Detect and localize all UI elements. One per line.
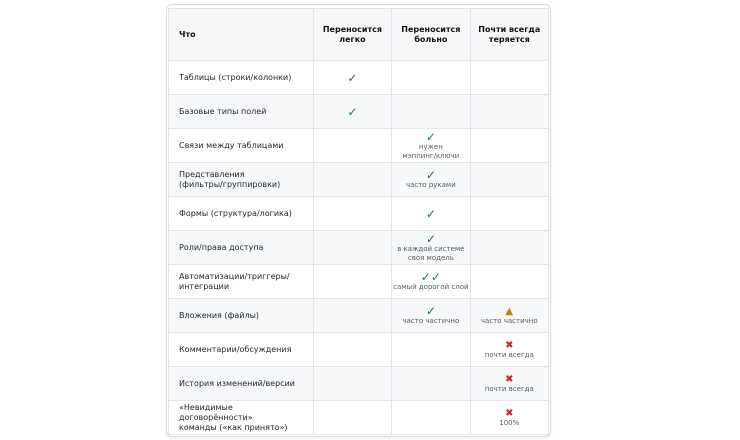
cell-painful bbox=[392, 265, 470, 299]
cell-painful bbox=[392, 299, 470, 333]
cross-icon: ✖ bbox=[505, 407, 514, 419]
cell-easy bbox=[313, 95, 391, 129]
row-label: Вложения (файлы) bbox=[169, 299, 314, 333]
cell-note: часто частично bbox=[402, 317, 460, 325]
check-icon: ✓ bbox=[425, 168, 436, 182]
cell-easy bbox=[313, 367, 391, 401]
row-label: «Невидимые договорённости» команды («как принято») bbox=[169, 401, 314, 435]
cell-note: самый дорогой слой bbox=[393, 283, 469, 291]
table-row bbox=[169, 401, 549, 435]
table-row bbox=[169, 61, 549, 95]
cell-painful bbox=[392, 95, 470, 129]
cell-painful bbox=[392, 401, 470, 435]
row-label: Автоматизации/триггеры/ интеграции bbox=[169, 265, 314, 299]
row-label: Формы (структура/логика) bbox=[169, 197, 314, 231]
cell-note: нужен мэппинг/ключи bbox=[402, 142, 460, 160]
cell-easy bbox=[313, 299, 391, 333]
table-row bbox=[169, 231, 549, 265]
table-row bbox=[169, 163, 549, 197]
check-icon: ✓ bbox=[425, 206, 436, 221]
row-label: Таблицы (строки/колонки) bbox=[169, 61, 314, 95]
cell-painful bbox=[392, 197, 470, 231]
cell-easy bbox=[313, 231, 391, 265]
cell-note: часто частично bbox=[480, 316, 538, 325]
cell-lost bbox=[470, 61, 548, 95]
cross-icon: ✖ bbox=[505, 373, 514, 385]
cell-lost bbox=[470, 401, 548, 435]
cell-lost bbox=[470, 367, 548, 401]
table-row bbox=[169, 95, 549, 129]
cell-lost bbox=[470, 129, 548, 163]
row-label: История изменений/версии bbox=[169, 367, 314, 401]
cell-lost bbox=[470, 299, 548, 333]
cell-note: почти всегда bbox=[484, 350, 534, 359]
header-lost: Почти всегда теряется bbox=[470, 9, 548, 61]
table-row bbox=[169, 367, 549, 401]
check-icon: ✓ bbox=[425, 129, 436, 144]
check-icon: ✓✓ bbox=[420, 270, 441, 284]
cell-easy bbox=[313, 265, 391, 299]
row-label: Связи между таблицами bbox=[169, 129, 314, 163]
cell-note: 100% bbox=[499, 418, 520, 427]
row-label: Представления (фильтры/группировки) bbox=[169, 163, 314, 197]
cell-painful bbox=[392, 333, 470, 367]
table-row bbox=[169, 129, 549, 163]
cell-painful bbox=[392, 367, 470, 401]
table-row bbox=[169, 333, 549, 367]
cell-easy bbox=[313, 401, 391, 435]
header-easy: Переносится легко bbox=[313, 9, 391, 61]
migration-table bbox=[168, 8, 549, 435]
cell-painful bbox=[392, 129, 470, 163]
cell-easy bbox=[313, 129, 391, 163]
warning-icon: ▲ bbox=[505, 305, 514, 317]
row-label: Комментарии/обсуждения bbox=[169, 333, 314, 367]
table-body bbox=[169, 61, 549, 435]
header-what: Что bbox=[169, 9, 314, 61]
cross-icon: ✖ bbox=[505, 339, 514, 351]
table-row bbox=[169, 197, 549, 231]
cell-note: в каждой системе своя модель bbox=[397, 244, 465, 262]
table-row bbox=[169, 265, 549, 299]
table-header bbox=[169, 9, 549, 61]
row-label: Базовые типы полей bbox=[169, 95, 314, 129]
check-icon: ✓ bbox=[425, 304, 436, 318]
cell-lost bbox=[470, 231, 548, 265]
check-icon: ✓ bbox=[347, 104, 358, 119]
comparison-card bbox=[166, 4, 551, 437]
cell-easy bbox=[313, 333, 391, 367]
cell-lost bbox=[470, 333, 548, 367]
cell-lost bbox=[470, 265, 548, 299]
check-icon: ✓ bbox=[425, 231, 436, 246]
cell-lost bbox=[470, 197, 548, 231]
cell-note: часто руками bbox=[405, 181, 456, 189]
cell-easy bbox=[313, 197, 391, 231]
row-label: Роли/права доступа bbox=[169, 231, 314, 265]
table-row bbox=[169, 299, 549, 333]
check-icon: ✓ bbox=[347, 70, 358, 85]
cell-lost bbox=[470, 163, 548, 197]
header-painful: Переносится больно bbox=[392, 9, 470, 61]
cell-painful bbox=[392, 231, 470, 265]
cell-note: почти всегда bbox=[484, 384, 534, 393]
cell-lost bbox=[470, 95, 548, 129]
cell-easy bbox=[313, 163, 391, 197]
cell-painful bbox=[392, 61, 470, 95]
cell-easy bbox=[313, 61, 391, 95]
cell-painful bbox=[392, 163, 470, 197]
